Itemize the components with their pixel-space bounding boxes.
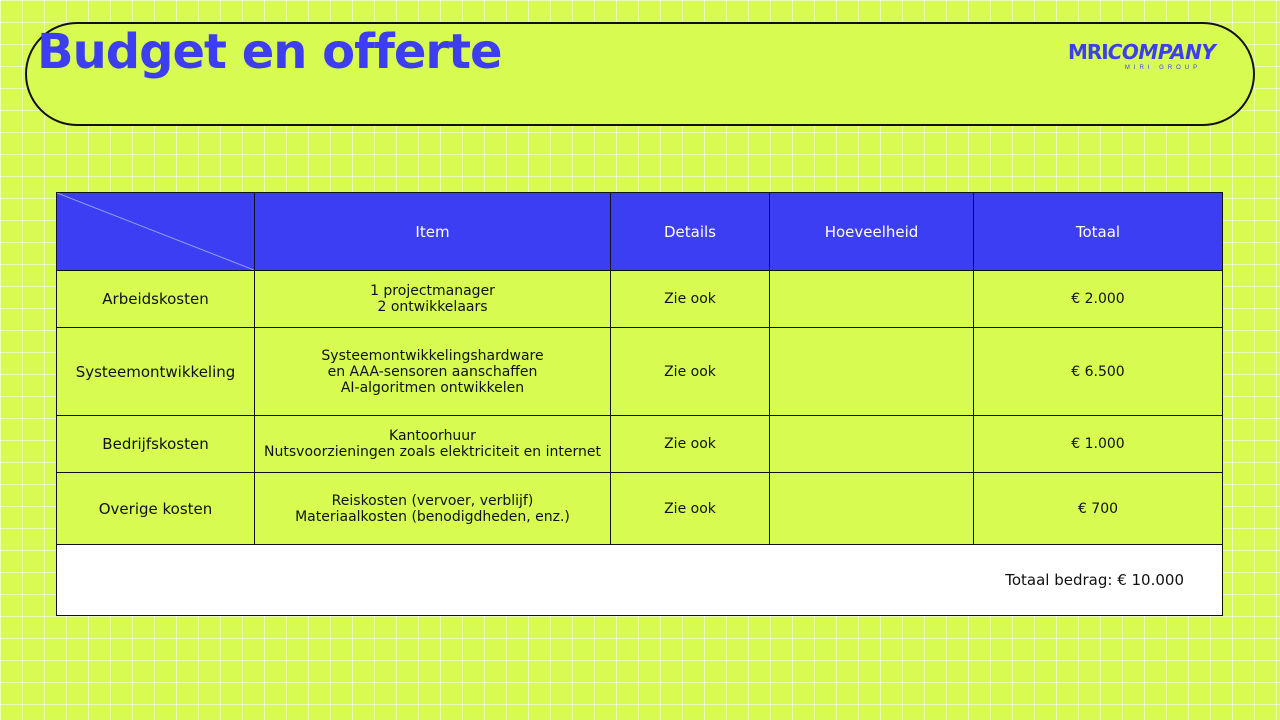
row-category: Overige kosten [57,473,255,545]
row-details: Zie ook [611,473,770,545]
row-category: Arbeidskosten [57,271,255,328]
column-header-item: Item [255,193,611,271]
row-total: € 2.000 [974,271,1223,328]
table-header-row [57,193,1223,271]
row-item: 1 projectmanager 2 ontwikkelaars [255,271,611,328]
row-total: € 6.500 [974,328,1223,416]
row-item: Systeemontwikkelingshardware en AAA-sensoren aanschaffen AI-algoritmen ontwikkelen [255,328,611,416]
row-item: Reiskosten (vervoer, verblijf) Materiaalkosten (benodigdheden, enz.) [255,473,611,545]
column-header-details: Details [611,193,770,271]
table-row [57,473,1223,545]
logo-mark: MRI [1068,40,1108,64]
table-row [57,271,1223,328]
row-details: Zie ook [611,328,770,416]
page-title: Budget en offerte [37,24,502,80]
logo-tagline: MIRI GROUP [1124,65,1202,71]
grand-total-row [57,545,1223,616]
row-category: Systeemontwikkeling [57,328,255,416]
column-header-total: Totaal [974,193,1223,271]
diagonal-line [57,193,254,270]
row-quantity [770,416,974,473]
column-header-quantity: Hoeveelheid [770,193,974,271]
budget-table [56,192,1223,616]
table-row [57,328,1223,416]
logo-name: COMPANY [1107,40,1216,64]
corner-cell [57,193,255,271]
row-details: Zie ook [611,271,770,328]
grand-total: Totaal bedrag: € 10.000 [57,545,1223,616]
row-quantity [770,271,974,328]
row-category: Bedrijfskosten [57,416,255,473]
company-logo [1068,40,1228,80]
row-details: Zie ook [611,416,770,473]
row-quantity [770,473,974,545]
row-total: € 1.000 [974,416,1223,473]
table-row [57,416,1223,473]
row-quantity [770,328,974,416]
row-total: € 700 [974,473,1223,545]
row-item: Kantoorhuur Nutsvoorzieningen zoals elektriciteit en internet [255,416,611,473]
